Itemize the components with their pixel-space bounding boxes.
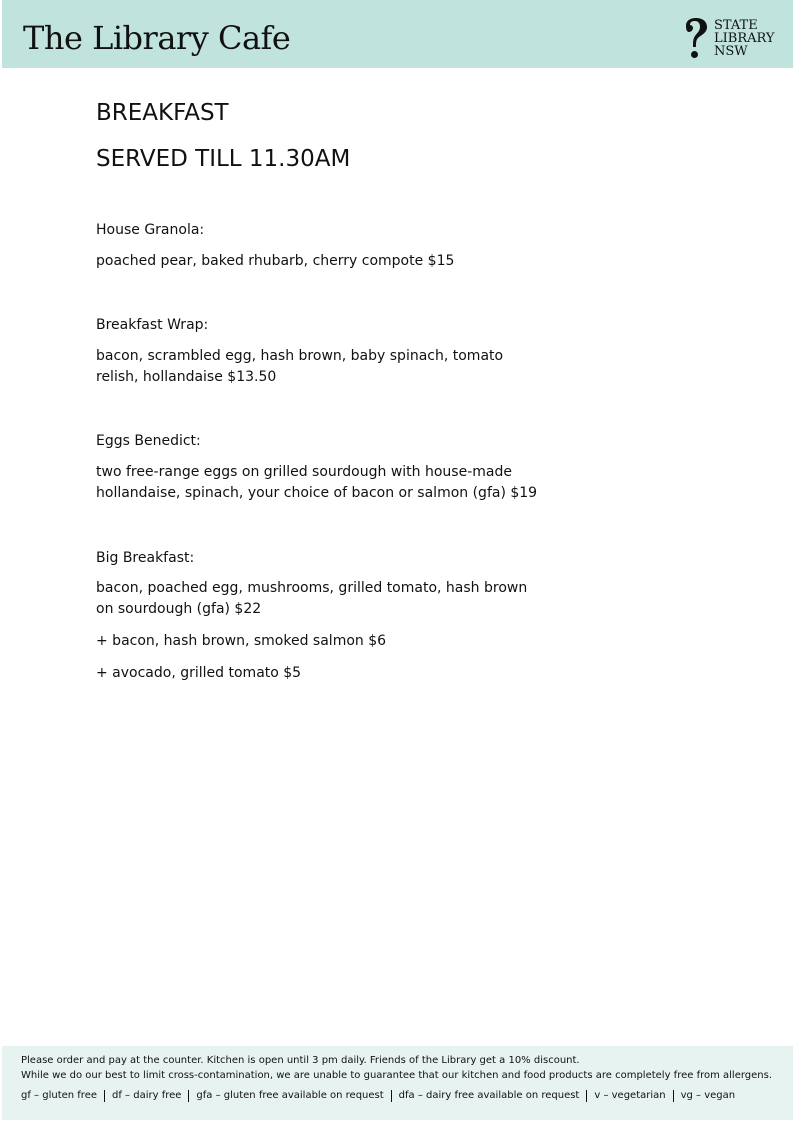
- legend-divider: [673, 1090, 674, 1102]
- menu-item-description: bacon, scrambled egg, hash brown, baby spinach, tomato relish, hollandaise $13.50: [96, 348, 504, 385]
- legend-item-gfa: gfa – gluten free available on request: [196, 1090, 384, 1101]
- menu-item-addon: + avocado, grilled tomato $5: [96, 665, 302, 681]
- header-banner: [2, 0, 793, 68]
- legend-item-dfa: dfa – dairy free available on request: [398, 1090, 580, 1101]
- menu-item-addon: + bacon, hash brown, smoked salmon $6: [96, 633, 387, 649]
- menu-item-description: two free-range eggs on grilled sourdough with house-made hollandaise, spinach, your choice of bacon or salmon (gfa) $19: [96, 464, 538, 501]
- question-mark-icon: [683, 17, 709, 59]
- logo-line-state: STATE: [714, 18, 758, 33]
- dietary-legend: [21, 1090, 735, 1102]
- logo-line-library: LIBRARY: [714, 31, 775, 46]
- legend-divider: [188, 1090, 189, 1102]
- legend-item-vg: vg – vegan: [680, 1090, 736, 1101]
- legend-item-df: df – dairy free: [112, 1090, 182, 1101]
- footer-notice: [2, 1046, 793, 1120]
- legend-item-v: v – vegetarian: [594, 1090, 666, 1101]
- state-library-logo: [683, 17, 783, 61]
- footer-allergen-note: While we do our best to limit cross-contamination, we are unable to guarantee that our kitchen and food products are completely free from allergens.: [21, 1070, 773, 1081]
- legend-divider: [391, 1090, 392, 1102]
- legend-item-gf: gf – gluten free: [21, 1090, 97, 1101]
- legend-divider: [104, 1090, 105, 1102]
- menu-item-name: House Granola:: [96, 222, 205, 238]
- menu-heading: BREAKFAST: [96, 100, 229, 126]
- cafe-title: The Library Cafe: [23, 19, 291, 57]
- menu-item-name: Breakfast Wrap:: [96, 317, 209, 333]
- menu-subheading: SERVED TILL 11.30AM: [96, 146, 351, 172]
- menu-item-name: Big Breakfast:: [96, 550, 195, 566]
- menu-item-name: Eggs Benedict:: [96, 433, 201, 449]
- menu-item-description: bacon, poached egg, mushrooms, grilled tomato, hash brown on sourdough (gfa) $22: [96, 580, 528, 617]
- logo-line-nsw: NSW: [714, 44, 748, 59]
- menu-item-description: poached pear, baked rhubarb, cherry compote $15: [96, 253, 455, 269]
- legend-divider: [586, 1090, 587, 1102]
- footer-order-note: Please order and pay at the counter. Kitchen is open until 3 pm daily. Friends of the Library get a 10% discount.: [21, 1055, 580, 1066]
- logo-wordmark: [714, 19, 774, 58]
